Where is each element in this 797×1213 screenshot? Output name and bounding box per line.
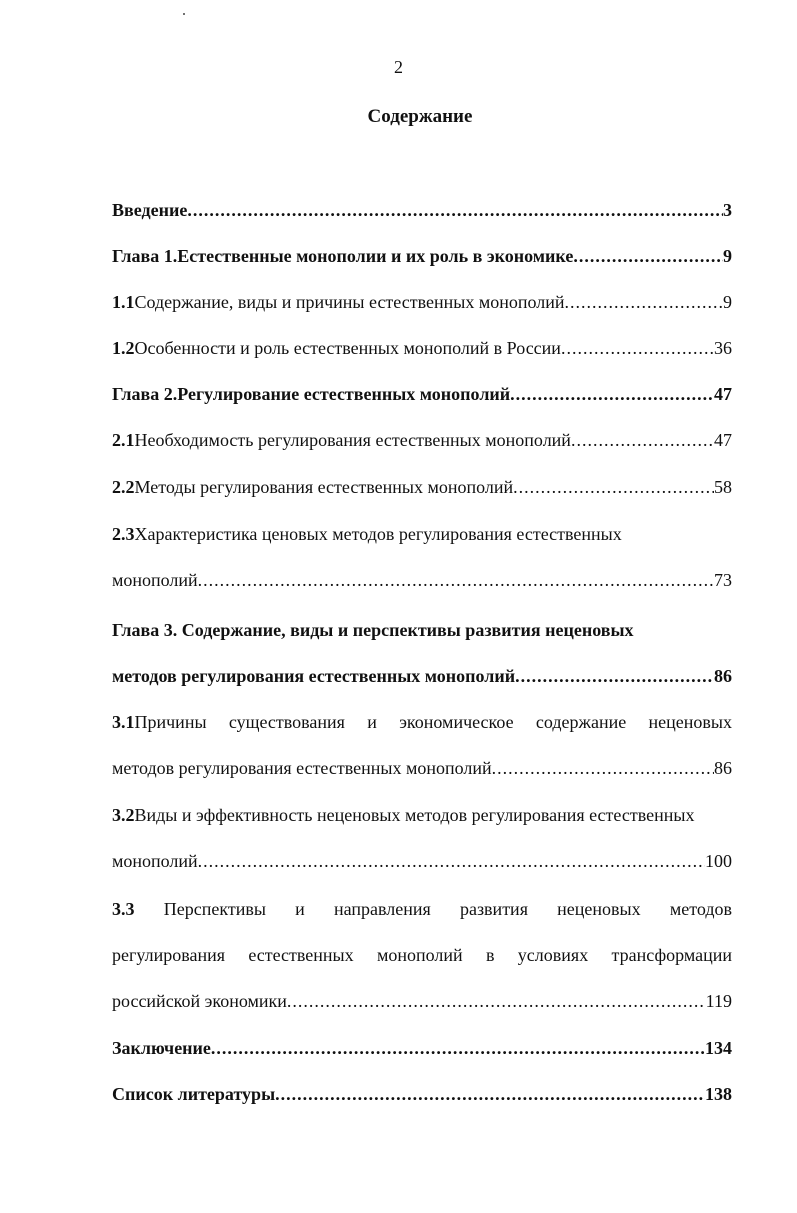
leader-dots xyxy=(561,335,714,361)
leader-dots xyxy=(275,1081,705,1107)
toc-entry-section-2-3-line-2[interactable]: монополий ..... 73 xyxy=(112,567,732,593)
toc-entry-conclusion[interactable]: Заключение ..... 134 xyxy=(112,1035,732,1061)
leader-dots xyxy=(571,427,714,453)
toc-entry-section-3-2-line-2[interactable]: монополий ..... 100 xyxy=(112,848,732,874)
leader-dots xyxy=(510,381,714,407)
toc-entry-chapter-2[interactable]: Глава 2.Регулирование естественных монополий ..... 47 xyxy=(112,381,732,407)
page-title: Содержание xyxy=(367,106,473,127)
toc-entry-section-3-1-line-1[interactable]: 3.1Причины существования и экономическое содержание неценовых xyxy=(112,712,732,732)
section-number: 3.3 xyxy=(112,899,135,919)
toc-entry-chapter-1[interactable]: Глава 1.Естественные монополии и их роль в экономике ..... 9 xyxy=(112,243,732,269)
toc-page-number: 134 xyxy=(705,1038,732,1058)
toc-entry-section-3-3-line-1[interactable]: 3.3 Перспективы и направления развития неценовых методов xyxy=(112,899,732,919)
toc-page-number: 100 xyxy=(705,851,732,871)
toc-page-number: 119 xyxy=(705,991,732,1011)
toc-entry-introduction[interactable]: Введение ..... 3 xyxy=(112,197,732,223)
toc-page-number: 138 xyxy=(705,1084,732,1104)
toc-entry-section-2-3-line-1[interactable]: 2.3Характеристика ценовых методов регулирования естественных xyxy=(112,524,622,544)
toc-page-number: 73 xyxy=(714,570,732,590)
toc-page-number: 9 xyxy=(723,246,732,266)
toc-entry-chapter-3-line-1[interactable]: Глава 3. Содержание, виды и перспективы развития неценовых xyxy=(112,620,634,640)
leader-dots xyxy=(515,663,714,689)
leader-dots xyxy=(492,755,714,781)
leader-dots xyxy=(565,289,723,315)
toc-page-number: 86 xyxy=(714,666,732,686)
toc-entry-chapter-3-line-2[interactable]: методов регулирования естественных монополий ..... 86 xyxy=(112,663,732,689)
leader-dots xyxy=(198,848,705,874)
section-number: 2.1 xyxy=(112,430,135,450)
toc-entry-references[interactable]: Список литературы ..... 138 xyxy=(112,1081,732,1107)
page-number: 2 xyxy=(394,57,403,77)
section-number: 2.2 xyxy=(112,477,135,497)
toc-entry-section-3-3-line-2[interactable]: регулирования естественных монополий в условиях трансформации xyxy=(112,945,732,965)
toc-page-number: 58 xyxy=(714,477,732,497)
toc-entry-section-3-2-line-1[interactable]: 3.2Виды и эффективность неценовых методов регулирования естественных xyxy=(112,805,695,825)
toc-page-number: 9 xyxy=(723,292,732,312)
toc-page-number: 3 xyxy=(723,200,732,220)
section-number: 3.2 xyxy=(112,805,135,825)
toc-entry-section-2-2[interactable]: 2.2Методы регулирования естественных монополий ..... 58 xyxy=(112,474,732,500)
toc-entry-section-1-2[interactable]: 1.2Особенности и роль естественных монополий в России ..... 36 xyxy=(112,335,732,361)
section-number: 1.2 xyxy=(112,338,135,358)
leader-dots xyxy=(573,243,723,269)
section-number: 2.3 xyxy=(112,524,135,544)
leader-dots xyxy=(211,1035,705,1061)
leader-dots xyxy=(513,474,714,500)
leader-dots xyxy=(187,197,723,223)
leader-dots xyxy=(198,567,714,593)
toc-entry-section-3-1-line-2[interactable]: методов регулирования естественных монополий ..... 86 xyxy=(112,755,732,781)
toc-entry-section-3-3-line-3[interactable]: российской экономики ..... 119 xyxy=(112,988,732,1014)
leader-dots xyxy=(287,988,706,1014)
toc-page-number: 36 xyxy=(714,338,732,358)
toc-page-number: 47 xyxy=(714,430,732,450)
toc-page-number: 47 xyxy=(714,384,732,404)
toc-entry-section-1-1[interactable]: 1.1Содержание, виды и причины естественных монополий ..... 9 xyxy=(112,289,732,315)
scan-speck xyxy=(183,13,185,15)
toc-page-number: 86 xyxy=(714,758,732,778)
toc-entry-section-2-1[interactable]: 2.1Необходимость регулирования естественных монополий ..... 47 xyxy=(112,427,732,453)
section-number: 1.1 xyxy=(112,292,135,312)
section-number: 3.1 xyxy=(112,712,135,732)
